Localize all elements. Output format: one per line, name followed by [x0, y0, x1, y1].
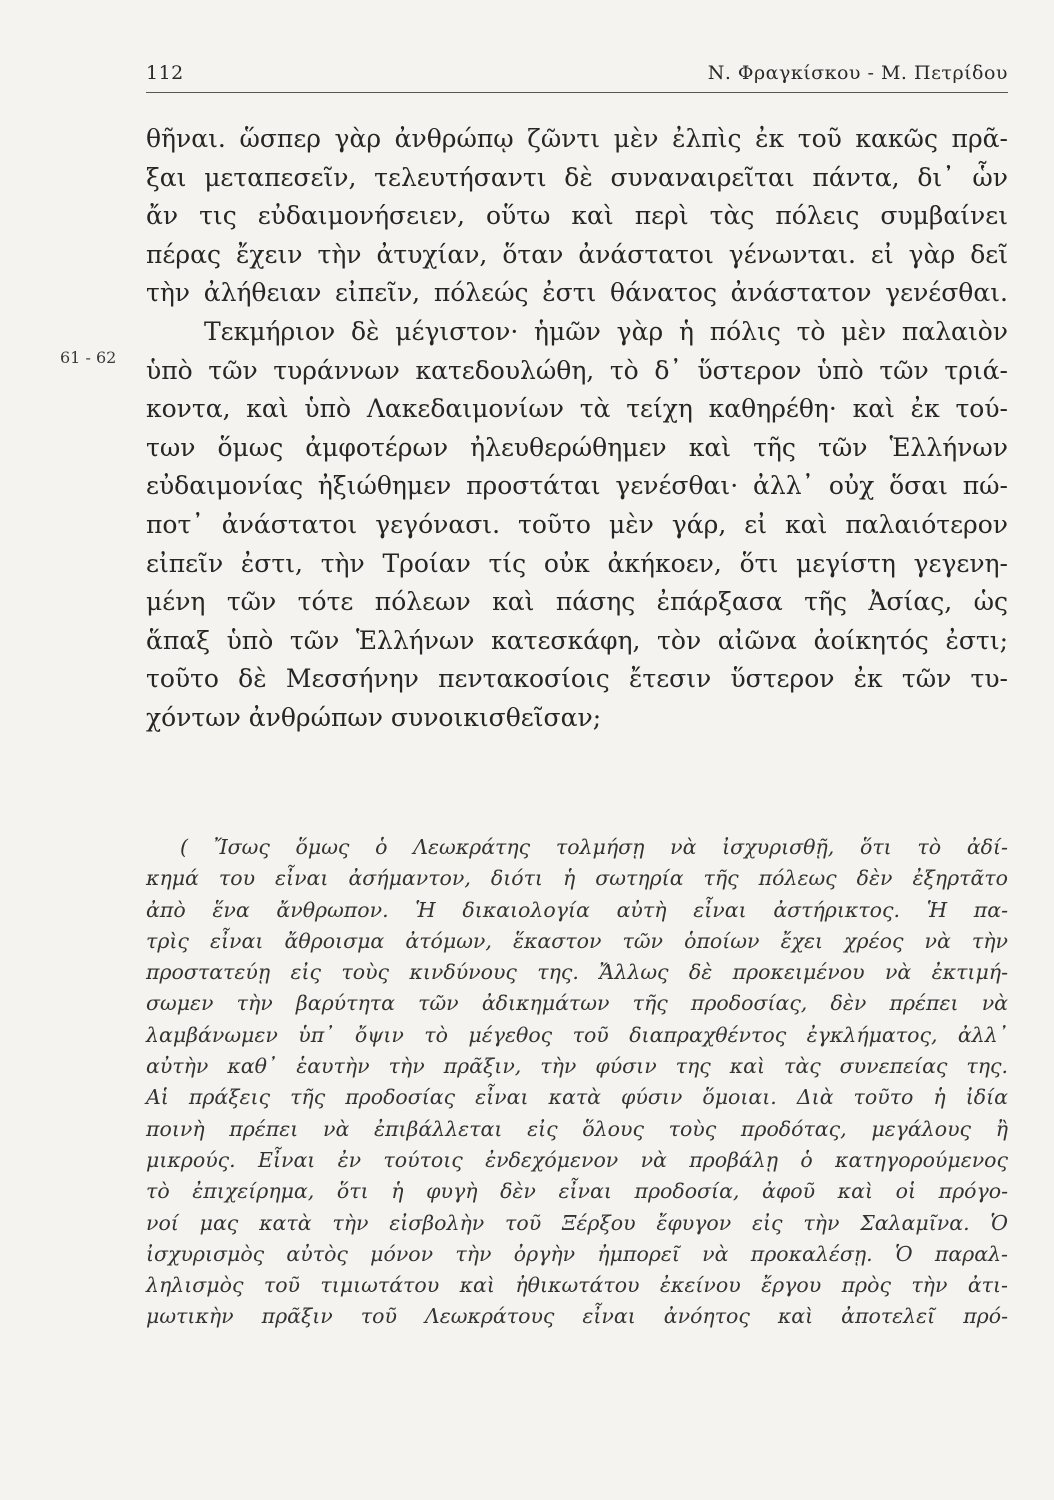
commentary-line: Αἱ πράξεις τῆς προδοσίας εἶναι κατὰ φύσιν ὅμοιαι. Διὰ τοῦτο ἡ ἰδία [146, 1085, 1008, 1110]
commentary-line: τρὶς εἶναι ἄθροισμα ἀτόμων, ἕκαστον τῶν ὁποίων ἔχει χρέος νὰ τὴν [146, 928, 1008, 953]
running-head [146, 62, 1008, 93]
commentary-line: μικρούς. Εἶναι ἐν τούτοις ἐνδεχόμενον νὰ προβάλῃ ὁ κατηγορούμενος [146, 1147, 1008, 1172]
text-line: κοντα, καὶ ὑπὸ Λακεδαιμονίων τὰ τείχη καθηρέθη· καὶ ἐκ τού- [146, 394, 1008, 424]
text-line: ποτ᾽ ἀνάστατοι γεγόνασι. τοῦτο μὲν γάρ, εἰ καὶ παλαιότερον [146, 509, 1008, 539]
text-line: των ὅμως ἀμφοτέρων ἠλευθερώθημεν καὶ τῆς τῶν Ἑλλήνων [146, 432, 1008, 462]
text-line: ἅπαξ ὑπὸ τῶν Ἑλλήνων κατεσκάφη, τὸν αἰῶνα ἀοίκητός ἐστι; [146, 625, 1008, 655]
commentary-line: αὐτὴν καθ᾽ ἑαυτὴν τὴν πρᾶξιν, τὴν φύσιν της καὶ τὰς συνεπείας της. [146, 1054, 1008, 1079]
commentary-line: τὸ ἐπιχείρημα, ὅτι ἡ φυγὴ δὲν εἶναι προδοσία, ἀφοῦ καὶ οἱ πρόγο- [146, 1179, 1008, 1204]
text-line: εἰπεῖν ἐστι, τὴν Τροίαν τίς οὐκ ἀκήκοεν, ὅτι μεγίστη γεγενη- [146, 548, 1008, 578]
greek-text-block [146, 120, 1008, 738]
commentary-line: σωμεν τὴν βαρύτητα τῶν ἀδικημάτων τῆς προδοσίας, δὲν πρέπει νὰ [146, 991, 1008, 1016]
commentary-line: ( Ἴσως ὅμως ὁ Λεωκράτης τολμήσῃ νὰ ἰσχυρισθῇ, ὅτι τὸ ἀδί- [180, 835, 1008, 859]
margin-reference: 61 - 62 [60, 348, 117, 367]
text-line: πέρας ἔχειν τὴν ἀτυχίαν, ὅταν ἀνάστατοι γένωνται. εἰ γὰρ δεῖ [146, 239, 1008, 269]
commentary-line: νοί μας κατὰ τὴν εἰσβολὴν τοῦ Ξέρξου ἔφυγον εἰς τὴν Σαλαμῖνα. Ὁ [146, 1210, 1008, 1235]
text-line: Τεκμήριον δὲ μέγιστον· ἡμῶν γὰρ ἡ πόλις τὸ μὲν παλαιὸν [204, 316, 1008, 346]
text-line: ὑπὸ τῶν τυράννων κατεδουλώθη, τὸ δ᾽ ὕστερον ὑπὸ τῶν τριά- [146, 355, 1008, 385]
commentary-line: προστατεύῃ εἰς τοὺς κινδύνους της. Ἄλλως δὲ προκειμένου νὰ ἐκτιμή- [146, 960, 1008, 985]
commentary-line: μωτικὴν πρᾶξιν τοῦ Λεωκράτους εἶναι ἀνόητος καὶ ἀποτελεῖ πρό- [146, 1304, 1008, 1329]
text-line: θῆναι. ὥσπερ γὰρ ἀνθρώπῳ ζῶντι μὲν ἐλπὶς ἐκ τοῦ κακῶς πρᾶ- [146, 124, 1008, 153]
commentary-line: ἀπὸ ἕνα ἄνθρωπον. Ἡ δικαιολογία αὐτὴ εἶναι ἀστήρικτος. Ἡ πα- [146, 897, 1008, 922]
commentary-line: κημά του εἶναι ἀσήμαντον, διότι ἡ σωτηρία τῆς πόλεως δὲν ἐξηρτᾶτο [146, 866, 1008, 891]
text-line: ἄν τις εὐδαιμονήσειεν, οὕτω καὶ περὶ τὰς πόλεις συμβαίνει [146, 201, 1008, 231]
text-line: τοῦτο δὲ Μεσσήνην πεντακοσίοις ἔτεσιν ὕστερον ἐκ τῶν τυ- [146, 664, 1008, 694]
text-line: τὴν ἀλήθειαν εἰπεῖν, πόλεώς ἐστι θάνατος ἀνάστατον γενέσθαι. [146, 278, 1008, 308]
text-line: εὐδαιμονίας ἠξιώθημεν προστάται γενέσθαι· ἀλλ᾽ οὐχ ὅσαι πώ- [146, 471, 1008, 501]
commentary-line: λαμβάνωμεν ὑπ᾽ ὄψιν τὸ μέγεθος τοῦ διαπραχθέντος ἐγκλήματος, ἀλλ᾽ [146, 1022, 1008, 1047]
commentary-line: ἰσχυρισμὸς αὐτὸς μόνον τὴν ὀργὴν ἠμπορεῖ νὰ προκαλέσῃ. Ὁ παραλ- [146, 1241, 1008, 1266]
commentary-block [146, 832, 1008, 1333]
page-number: 112 [146, 62, 184, 84]
text-line: μένη τῶν τότε πόλεων καὶ πάσης ἐπάρξασα τῆς Ἀσίας, ὡς [146, 587, 1008, 617]
commentary-line: ληλισμὸς τοῦ τιμιωτάτου καὶ ἠθικωτάτου ἐκείνου ἔργου πρὸς τὴν ἀτι- [146, 1273, 1008, 1298]
commentary-line: ποινὴ πρέπει νὰ ἐπιβάλλεται εἰς ὅλους τοὺς προδότας, μεγάλους ἢ [146, 1116, 1008, 1141]
text-line: χόντων ἀνθρώπων συνοικισθεῖσαν; [146, 702, 602, 732]
running-title: Ν. Φραγκίσκου - Μ. Πετρίδου [707, 62, 1008, 84]
text-line: ξαι μεταπεσεῖν, τελευτήσαντι δὲ συναναιρεῖται πάντα, δι᾽ ὧν [146, 162, 1008, 192]
